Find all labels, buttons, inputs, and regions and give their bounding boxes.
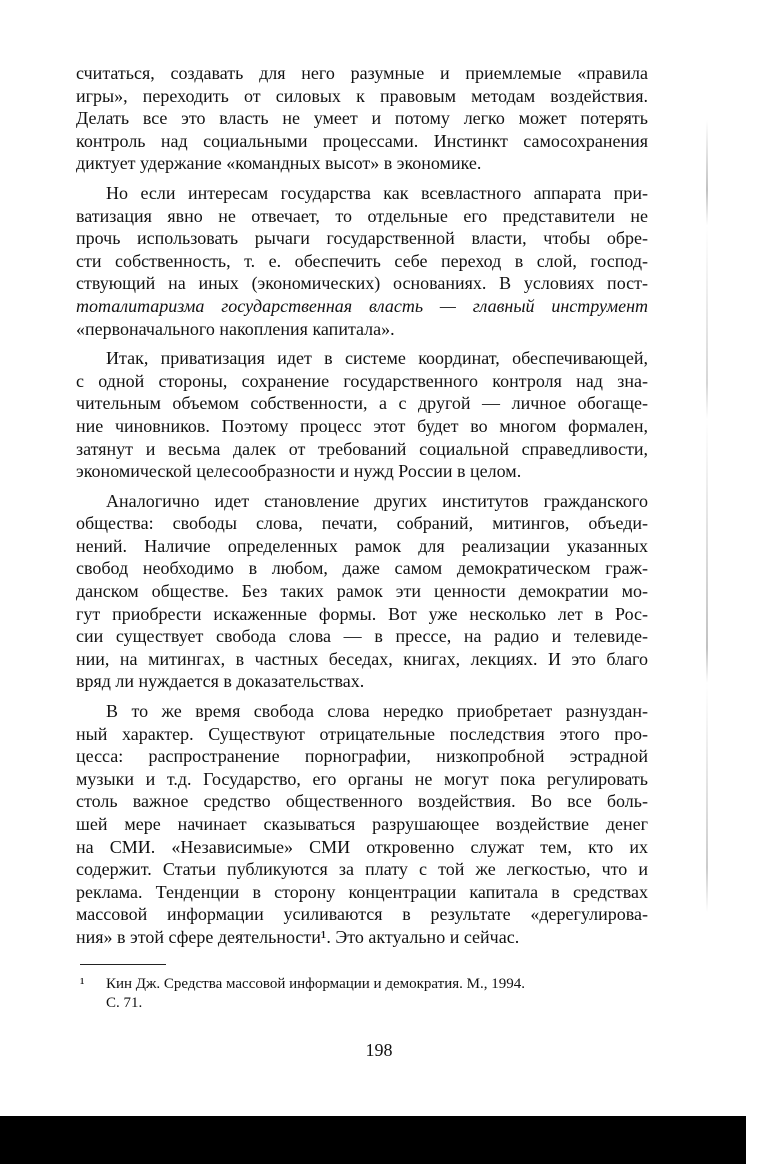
text-line: ватизация явно не отвечает, то отдельные его представители не <box>76 205 648 226</box>
paragraph-5 <box>76 700 648 949</box>
footnote-divider <box>80 964 166 965</box>
text-line: ствующий на иных (экономических) основаниях. В условиях пост- <box>76 273 648 294</box>
text-line: гут приобрести искаженные формы. Вот уже несколько лет в Рос- <box>76 603 648 624</box>
footnote-continuation: С. 71. <box>106 995 143 1011</box>
paragraph-1 <box>76 62 648 175</box>
text-line: с одной стороны, сохранение государственного контроля над зна- <box>76 370 648 391</box>
text-line: «первоначального накопления капитала». <box>76 318 395 339</box>
text-line: ние чиновников. Поэтому процесс этот будет во многом формален, <box>76 415 648 436</box>
text-line: Аналогично идет становление других институтов гражданского <box>106 490 648 511</box>
text-line: контроль над социальными процессами. Инстинкт самосохранения <box>76 130 648 151</box>
text-line: считаться, создавать для него разумные и приемлемые «правила <box>76 63 648 83</box>
text-line: на СМИ. «Независимые» СМИ откровенно служат тем, кто их <box>76 836 648 857</box>
text-line: общества: свободы слова, печати, собраний, митингов, объеди- <box>76 513 648 534</box>
footnote-text: Кин Дж. Средства массовой информации и демократия. М., 1994. <box>106 976 525 992</box>
text-line: музыки и т.д. Государство, его органы не могут пока регулировать <box>76 768 648 789</box>
text-line: диктует удержание «командных высот» в экономике. <box>76 153 482 174</box>
text-line: вряд ли нуждается в доказательствах. <box>76 671 365 692</box>
scan-black-margin <box>0 1116 746 1164</box>
text-line: сии существует свобода слова — в прессе, на радио и телевиде- <box>76 626 648 647</box>
footnote <box>80 975 646 1013</box>
text-line: ния» в этой сфере деятельности¹. Это актуально и сейчас. <box>76 926 520 947</box>
paragraph-3 <box>76 347 648 483</box>
text-line: Делать все это власть не умеет и потому легко может потерять <box>76 108 648 129</box>
footnote-mark: ¹ <box>80 976 85 992</box>
scan-edge-artifact <box>706 120 708 1000</box>
text-line: экономической целесообразности и нужд России в целом. <box>76 461 522 482</box>
text-line: массовой информации усиливаются в результате «дерегулирова- <box>76 904 648 925</box>
text-line: свобод необходимо в любом, даже самом демократическом граж- <box>76 558 648 579</box>
text-line: столь важное средство общественного воздействия. Во все боль- <box>76 791 648 812</box>
text-line: прочь использовать рычаги государственной власти, чтобы обре- <box>76 228 648 249</box>
body-text <box>76 62 648 956</box>
text-line: сти собственность, т. е. обеспечить себе переход в слой, господ- <box>76 250 648 271</box>
footnote-line <box>80 975 646 994</box>
text-line: ный характер. Существуют отрицательные последствия этого про- <box>76 723 648 744</box>
text-line: Итак, приватизация идет в системе координат, обеспечивающей, <box>106 348 648 369</box>
text-line: реклама. Тенденции в сторону концентрации капитала в средствах <box>76 881 648 902</box>
paragraph-2 <box>76 182 648 340</box>
text-line: нии, на митингах, в частных беседах, книгах, лекциях. И это благо <box>76 648 648 669</box>
text-line: нений. Наличие определенных рамок для реализации указанных <box>76 535 648 556</box>
text-line: цесса: распространение порнографии, низкопробной эстрадной <box>76 746 648 767</box>
text-line: В то же время свобода слова нередко приобретает разнуздан- <box>106 701 648 722</box>
text-line: затянут и весьма далек от требований социальной справедливости, <box>76 438 648 459</box>
text-line: содержит. Статьи публикуются за плату с той же легкостью, что и <box>76 859 648 880</box>
text-line: чительным объемом собственности, а с другой — личное обогаще- <box>76 393 648 414</box>
page-number: 198 <box>365 1040 393 1060</box>
text-line: данском обществе. Без таких рамок эти ценности демократии мо- <box>76 581 648 602</box>
paragraph-4 <box>76 490 648 693</box>
text-line: Но если интересам государства как всевластного аппарата при- <box>106 182 648 203</box>
text-line: шей мере начинает сказываться разрушающее воздействие денег <box>76 814 648 834</box>
text-line: игры», переходить от силовых к правовым методам воздействия. <box>76 85 648 106</box>
text-line: тоталитаризма государственная власть — главный инструмент <box>76 295 648 316</box>
